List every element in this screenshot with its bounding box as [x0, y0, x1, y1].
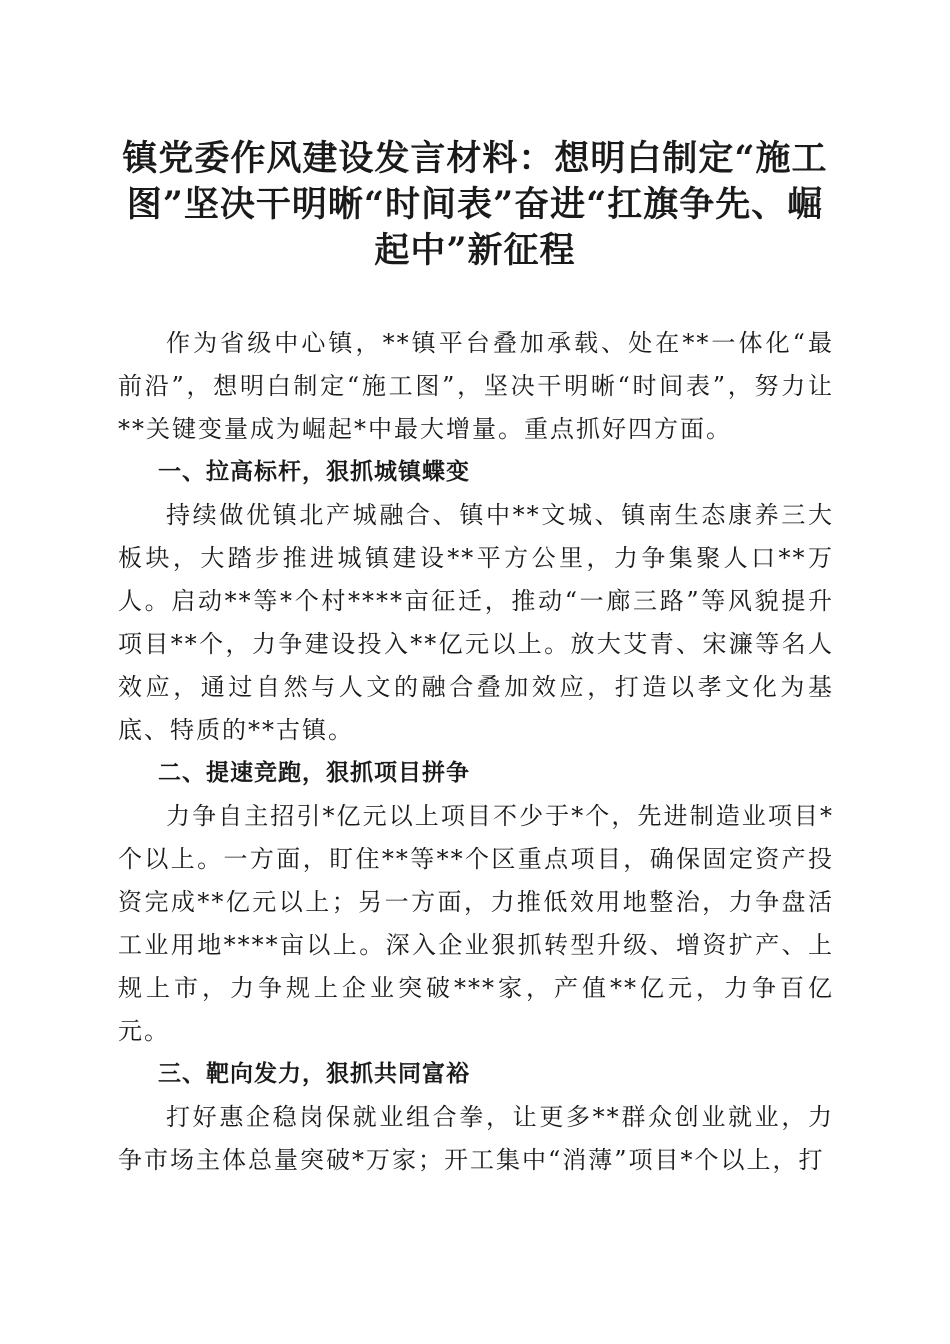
document-title: 镇党委作风建设发言材料：想明白制定“施工图”坚决干明晰“时间表”奋进“扛旗争先、崛起中”新征程 — [122, 138, 828, 271]
document-body — [118, 322, 834, 1182]
section-paragraph-2: 力争自主招引*亿元以上项目不少于*个，先进制造业项目*个以上。一方面，盯住**等**个区重点项目，确保固定资产投资完成**亿元以上；另一方面，力推低效用地整治，力争盘活工业用地****亩以上。深入企业狠抓转型升级、增资扩产、上规上市，力争规上企业突破***家，产值**亿元，力争百亿元。 — [118, 802, 834, 1045]
section-paragraph-1: 持续做优镇北产城融合、镇中**文城、镇南生态康养三大板块，大踏步推进城镇建设**平方公里，力争集聚人口**万人。启动**等*个村****亩征迁，推动“一廊三路”等风貌提升项目**个，力争建设投入**亿元以上。放大艾青、宋濂等名人效应，通过自然与人文的融合叠加效应，打造以孝文化为基底、特质的**古镇。 — [118, 501, 834, 744]
intro-paragraph: 作为省级中心镇，**镇平台叠加承载、处在**一体化“最前沿”，想明白制定“施工图”，坚决干明晰“时间表”，努力让**关键变量成为崛起*中最大增量。重点抓好四方面。 — [118, 329, 834, 443]
section-paragraph-3: 打好惠企稳岗保就业组合拳，让更多**群众创业就业，力争市场主体总量突破*万家；开工集中“消薄”项目*个以上，打 — [118, 1103, 834, 1174]
section-heading-1: 一、拉高标杆，狠抓城镇蝶变 — [158, 459, 470, 485]
section-heading-2: 二、提速竞跑，狠抓项目拼争 — [158, 760, 470, 786]
section-heading-3: 三、靶向发力，狠抓共同富裕 — [158, 1061, 470, 1087]
